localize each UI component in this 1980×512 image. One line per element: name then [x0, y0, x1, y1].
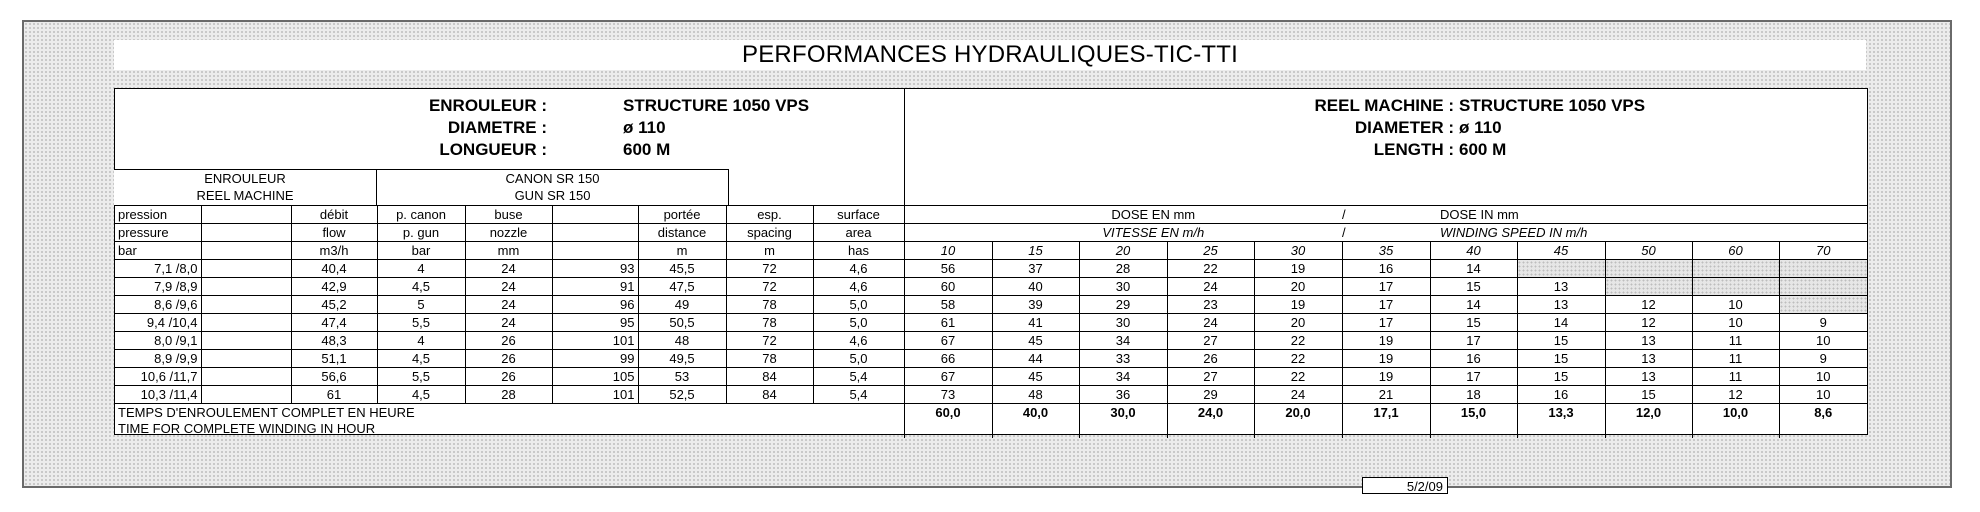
- winding-time-cell: 17,1: [1342, 404, 1430, 439]
- cell-portee: 47,5: [638, 278, 726, 296]
- speed-header: 10: [904, 242, 992, 260]
- cell-debit: 48,3: [291, 332, 377, 350]
- longueur-label: LONGUEUR :: [439, 140, 547, 159]
- cell-buse: 26: [465, 350, 552, 368]
- cell-portee: 49: [638, 296, 726, 314]
- cell-debit: 47,4: [291, 314, 377, 332]
- cell-p-canon: 5: [377, 296, 465, 314]
- speed-header: 40: [1430, 242, 1517, 260]
- cell-debit: 61: [291, 386, 377, 404]
- cell-p-canon: 5,5: [377, 314, 465, 332]
- cell-debit: 40,4: [291, 260, 377, 278]
- cell-p-canon: 4,5: [377, 278, 465, 296]
- cell-pression: 7,9 /8,9: [115, 278, 201, 296]
- cell-debit: 51,1: [291, 350, 377, 368]
- unit-m: m: [638, 242, 726, 260]
- cell-extra: 99: [552, 350, 638, 368]
- page-title: PERFORMANCES HYDRAULIQUES-TIC-TTI: [742, 41, 1238, 68]
- blank-cell: [201, 332, 291, 350]
- cell-pression: 8,6 /9,6: [115, 296, 201, 314]
- cell-dose: 41: [992, 314, 1079, 332]
- cell-dose: [1517, 260, 1605, 278]
- col-pressure: pressure: [115, 224, 201, 242]
- table-row: [115, 314, 1867, 332]
- cell-dose: 22: [1254, 332, 1342, 350]
- enrouleur-label: ENROULEUR :: [428, 96, 547, 115]
- cell-esp: 78: [726, 296, 813, 314]
- col-surface: surface: [813, 206, 904, 224]
- cell-dose: 26: [1167, 350, 1254, 368]
- cell-extra: 105: [552, 368, 638, 386]
- blank-cell: [201, 278, 291, 296]
- cell-dose: 19: [1254, 296, 1342, 314]
- cell-dose: 17: [1342, 314, 1430, 332]
- cell-dose: 9: [1779, 350, 1867, 368]
- cell-buse: 26: [465, 368, 552, 386]
- cell-dose: [1779, 278, 1867, 296]
- table-row: [115, 260, 1867, 278]
- table-row: [115, 368, 1867, 386]
- cell-dose: 27: [1167, 368, 1254, 386]
- cell-dose: 24: [1254, 386, 1342, 404]
- cell-portee: 53: [638, 368, 726, 386]
- cell-dose: 10: [1692, 314, 1779, 332]
- unit-m3h: m3/h: [291, 242, 377, 260]
- speed-header: 35: [1342, 242, 1430, 260]
- cell-esp: 72: [726, 278, 813, 296]
- footer-label: [115, 404, 904, 439]
- winding-time-cell: 30,0: [1079, 404, 1167, 439]
- cell-esp: 78: [726, 350, 813, 368]
- cell-debit: 45,2: [291, 296, 377, 314]
- cell-extra: 101: [552, 386, 638, 404]
- cell-pression: 10,3 /11,4: [115, 386, 201, 404]
- cell-surface: 5,4: [813, 368, 904, 386]
- group-canon-line2: GUN SR 150: [514, 188, 591, 203]
- cell-dose: 48: [992, 386, 1079, 404]
- header-row-en: [115, 224, 1867, 242]
- winding-time-cell: 12,0: [1605, 404, 1692, 439]
- winding-time-cell: 24,0: [1167, 404, 1254, 439]
- cell-surface: 5,0: [813, 314, 904, 332]
- blank-cell: [201, 368, 291, 386]
- cell-dose: 14: [1430, 260, 1517, 278]
- date-cell: 5/2/09: [1362, 477, 1448, 494]
- speed-header: 45: [1517, 242, 1605, 260]
- group-enrouleur-line2: REEL MACHINE: [196, 188, 294, 203]
- cell-dose: 13: [1605, 368, 1692, 386]
- group-enrouleur: [114, 169, 377, 206]
- unit-mm: mm: [465, 242, 552, 260]
- speed-header: 50: [1605, 242, 1692, 260]
- cell-extra: 93: [552, 260, 638, 278]
- group-canon-line1: CANON SR 150: [505, 171, 600, 186]
- diameter-value: ø 110: [1459, 118, 1502, 137]
- cell-esp: 84: [726, 386, 813, 404]
- col-esp: esp.: [726, 206, 813, 224]
- col-area: area: [813, 224, 904, 242]
- cell-dose: 28: [1079, 260, 1167, 278]
- cell-dose: 10: [1779, 386, 1867, 404]
- cell-dose: 34: [1079, 368, 1167, 386]
- footer-label-en: TIME FOR COMPLETE WINDING IN HOUR: [118, 421, 376, 436]
- cell-dose: 30: [1079, 314, 1167, 332]
- cell-dose: 16: [1342, 260, 1430, 278]
- cell-surface: 5,0: [813, 350, 904, 368]
- cell-dose: 73: [904, 386, 992, 404]
- cell-dose: 29: [1167, 386, 1254, 404]
- cell-dose: 67: [904, 368, 992, 386]
- cell-esp: 84: [726, 368, 813, 386]
- cell-surface: 5,4: [813, 386, 904, 404]
- table-row: [115, 332, 1867, 350]
- cell-pression: 8,0 /9,1: [115, 332, 201, 350]
- cell-dose: 17: [1430, 332, 1517, 350]
- cell-surface: 5,0: [813, 296, 904, 314]
- cell-dose: 11: [1692, 368, 1779, 386]
- table-row: [115, 350, 1867, 368]
- cell-dose: 19: [1254, 260, 1342, 278]
- blank-cell: [201, 314, 291, 332]
- cell-dose: 27: [1167, 332, 1254, 350]
- col-dose-en: DOSE EN mm: [904, 206, 1342, 224]
- cell-dose: 10: [1779, 368, 1867, 386]
- cell-dose: 21: [1342, 386, 1430, 404]
- cell-portee: 45,5: [638, 260, 726, 278]
- col-vitesse: VITESSE EN m/h: [904, 224, 1342, 242]
- cell-dose: 20: [1254, 278, 1342, 296]
- cell-esp: 72: [726, 332, 813, 350]
- blank-cell: [201, 260, 291, 278]
- cell-extra: 96: [552, 296, 638, 314]
- cell-dose: 15: [1517, 332, 1605, 350]
- cell-dose: 10: [1692, 296, 1779, 314]
- spreadsheet-page: [22, 20, 1952, 494]
- blank-cell: [552, 224, 638, 242]
- col-flow: flow: [291, 224, 377, 242]
- cell-extra: 101: [552, 332, 638, 350]
- cell-dose: 67: [904, 332, 992, 350]
- cell-pression: 7,1 /8,0: [115, 260, 201, 278]
- cell-dose: 16: [1517, 386, 1605, 404]
- cell-dose: 13: [1605, 350, 1692, 368]
- cell-dose: 16: [1430, 350, 1517, 368]
- cell-dose: 30: [1079, 278, 1167, 296]
- cell-extra: 91: [552, 278, 638, 296]
- cell-dose: 15: [1605, 386, 1692, 404]
- title-bar: [114, 40, 1866, 70]
- col-pression: pression: [115, 206, 201, 224]
- cell-dose: 60: [904, 278, 992, 296]
- cell-dose: 20: [1254, 314, 1342, 332]
- cell-dose: 37: [992, 260, 1079, 278]
- cell-dose: 14: [1430, 296, 1517, 314]
- cell-dose: 17: [1430, 368, 1517, 386]
- winding-time-cell: 15,0: [1430, 404, 1517, 439]
- speed-header: 30: [1254, 242, 1342, 260]
- cell-dose: 18: [1430, 386, 1517, 404]
- cell-dose: 61: [904, 314, 992, 332]
- cell-dose: 44: [992, 350, 1079, 368]
- table-row: [115, 278, 1867, 296]
- cell-dose: 45: [992, 368, 1079, 386]
- cell-dose: [1605, 260, 1692, 278]
- cell-dose: 34: [1079, 332, 1167, 350]
- performance-table-frame: [114, 88, 1868, 435]
- cell-extra: 95: [552, 314, 638, 332]
- cell-dose: 17: [1342, 296, 1430, 314]
- cell-dose: 13: [1517, 296, 1605, 314]
- cell-dose: 9: [1779, 314, 1867, 332]
- header-french: [115, 95, 904, 173]
- slash-en: /: [1342, 224, 1430, 242]
- group-canon: [376, 169, 729, 206]
- cell-dose: 23: [1167, 296, 1254, 314]
- cell-dose: 22: [1167, 260, 1254, 278]
- cell-dose: [1779, 260, 1867, 278]
- winding-time-cell: 10,0: [1692, 404, 1779, 439]
- speed-header: 70: [1779, 242, 1867, 260]
- cell-buse: 24: [465, 260, 552, 278]
- blank-cell: [201, 206, 291, 224]
- longueur-value: 600 M: [623, 140, 671, 159]
- blank-cell: [552, 242, 638, 260]
- speed-header: 15: [992, 242, 1079, 260]
- cell-dose: 45: [992, 332, 1079, 350]
- cell-debit: 42,9: [291, 278, 377, 296]
- blank-cell: [201, 242, 291, 260]
- cell-dose: [1692, 278, 1779, 296]
- cell-dose: 15: [1430, 278, 1517, 296]
- cell-dose: [1779, 296, 1867, 314]
- blank-cell: [201, 350, 291, 368]
- cell-esp: 72: [726, 260, 813, 278]
- cell-dose: 24: [1167, 278, 1254, 296]
- cell-buse: 26: [465, 332, 552, 350]
- col-portee: portée: [638, 206, 726, 224]
- cell-pression: 10,6 /11,7: [115, 368, 201, 386]
- cell-p-canon: 4: [377, 260, 465, 278]
- cell-p-canon: 4: [377, 332, 465, 350]
- cell-dose: 11: [1692, 350, 1779, 368]
- cell-dose: 58: [904, 296, 992, 314]
- blank-cell: [201, 386, 291, 404]
- speed-header: 20: [1079, 242, 1167, 260]
- cell-dose: 15: [1430, 314, 1517, 332]
- footer-label-fr: TEMPS D'ENROULEMENT COMPLET EN HEURE: [118, 405, 415, 420]
- footer-row: [115, 404, 1867, 439]
- cell-portee: 49,5: [638, 350, 726, 368]
- cell-esp: 78: [726, 314, 813, 332]
- cell-dose: 13: [1605, 332, 1692, 350]
- length-value: 600 M: [1459, 140, 1507, 159]
- table-row: [115, 296, 1867, 314]
- cell-dose: 19: [1342, 368, 1430, 386]
- cell-buse: 28: [465, 386, 552, 404]
- diametre-label: DIAMETRE :: [447, 118, 547, 137]
- blank-cell: [201, 224, 291, 242]
- cell-dose: 66: [904, 350, 992, 368]
- col-debit: débit: [291, 206, 377, 224]
- col-nozzle: nozzle: [465, 224, 552, 242]
- cell-dose: 13: [1517, 278, 1605, 296]
- cell-dose: 15: [1517, 350, 1605, 368]
- cell-dose: 22: [1254, 350, 1342, 368]
- cell-dose: 56: [904, 260, 992, 278]
- cell-dose: 39: [992, 296, 1079, 314]
- col-winding: WINDING SPEED IN m/h: [1430, 224, 1867, 242]
- blank-cell: [552, 206, 638, 224]
- cell-p-canon: 4,5: [377, 386, 465, 404]
- col-distance: distance: [638, 224, 726, 242]
- cell-dose: 12: [1692, 386, 1779, 404]
- col-spacing: spacing: [726, 224, 813, 242]
- cell-buse: 24: [465, 278, 552, 296]
- header-english: [904, 95, 1869, 173]
- unit-bar-gun: bar: [377, 242, 465, 260]
- diameter-label: DIAMETER :: [1354, 118, 1454, 137]
- col-dose-in: DOSE IN mm: [1430, 206, 1867, 224]
- cell-dose: [1692, 260, 1779, 278]
- cell-dose: 24: [1167, 314, 1254, 332]
- cell-debit: 56,6: [291, 368, 377, 386]
- speed-header: 60: [1692, 242, 1779, 260]
- header-row-fr: [115, 206, 1867, 224]
- unit-has: has: [813, 242, 904, 260]
- winding-time-cell: 13,3: [1517, 404, 1605, 439]
- cell-portee: 52,5: [638, 386, 726, 404]
- cell-dose: 29: [1079, 296, 1167, 314]
- cell-surface: 4,6: [813, 260, 904, 278]
- cell-portee: 48: [638, 332, 726, 350]
- slash-fr: /: [1342, 206, 1430, 224]
- cell-portee: 50,5: [638, 314, 726, 332]
- cell-surface: 4,6: [813, 332, 904, 350]
- cell-dose: [1605, 278, 1692, 296]
- enrouleur-value: STRUCTURE 1050 VPS: [623, 96, 810, 115]
- group-enrouleur-line1: ENROULEUR: [204, 171, 286, 186]
- cell-dose: 19: [1342, 350, 1430, 368]
- cell-dose: 40: [992, 278, 1079, 296]
- cell-pression: 8,9 /9,9: [115, 350, 201, 368]
- cell-dose: 12: [1605, 314, 1692, 332]
- cell-dose: 36: [1079, 386, 1167, 404]
- cell-surface: 4,6: [813, 278, 904, 296]
- cell-dose: 33: [1079, 350, 1167, 368]
- reel-label: REEL MACHINE :: [1314, 96, 1454, 115]
- diametre-value: ø 110: [623, 118, 666, 137]
- cell-buse: 24: [465, 296, 552, 314]
- units-row: [115, 242, 1867, 260]
- cell-p-canon: 4,5: [377, 350, 465, 368]
- table-row: [115, 386, 1867, 404]
- speed-header: 25: [1167, 242, 1254, 260]
- length-label: LENGTH :: [1373, 140, 1454, 159]
- unit-bar: bar: [115, 242, 201, 260]
- col-p-gun: p. gun: [377, 224, 465, 242]
- cell-dose: 12: [1605, 296, 1692, 314]
- winding-time-cell: 8,6: [1779, 404, 1867, 439]
- cell-dose: 11: [1692, 332, 1779, 350]
- winding-time-cell: 60,0: [904, 404, 992, 439]
- winding-time-cell: 40,0: [992, 404, 1079, 439]
- winding-time-cell: 20,0: [1254, 404, 1342, 439]
- cell-pression: 9,4 /10,4: [115, 314, 201, 332]
- cell-dose: 14: [1517, 314, 1605, 332]
- cell-dose: 17: [1342, 278, 1430, 296]
- cell-buse: 24: [465, 314, 552, 332]
- cell-p-canon: 5,5: [377, 368, 465, 386]
- blank-cell: [201, 296, 291, 314]
- col-buse: buse: [465, 206, 552, 224]
- col-p-canon: p. canon: [377, 206, 465, 224]
- cell-dose: 19: [1342, 332, 1430, 350]
- cell-dose: 22: [1254, 368, 1342, 386]
- performance-table: [115, 205, 1867, 438]
- cell-dose: 10: [1779, 332, 1867, 350]
- unit-m-spacing: m: [726, 242, 813, 260]
- cell-dose: 15: [1517, 368, 1605, 386]
- reel-value: STRUCTURE 1050 VPS: [1459, 96, 1646, 115]
